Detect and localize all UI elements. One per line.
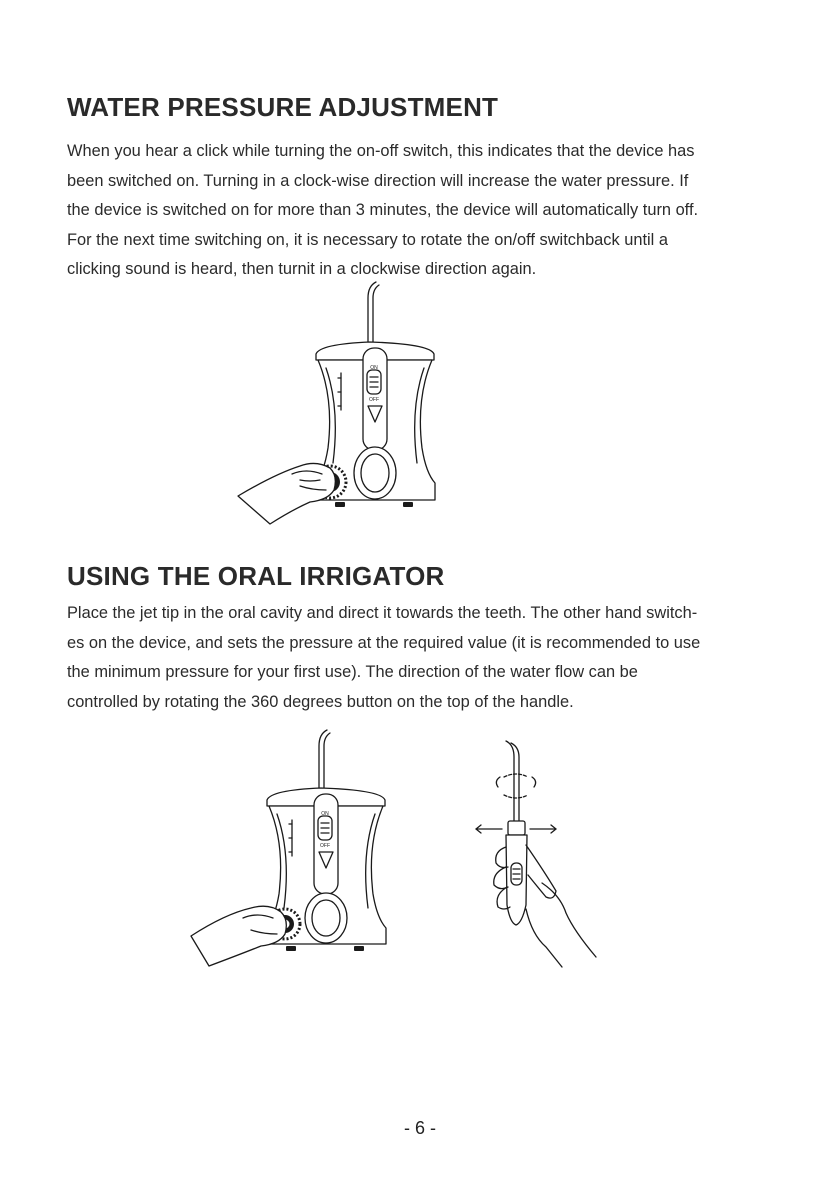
device-off-label: OFF [320, 843, 330, 849]
jet-tip-icon [368, 282, 379, 348]
device-off-label: OFF [369, 397, 379, 403]
hand-icon [191, 906, 286, 966]
rotation-indicator-icon [496, 774, 535, 798]
paragraph-line: clicking sound is heard, then turnit in a clockwise direction again. [67, 260, 537, 278]
using-irrigator-paragraph [67, 599, 767, 717]
device-usage-illustration [185, 728, 415, 968]
paragraph-line: es on the device, and sets the pressure at the required value (it is recommended to use [67, 633, 701, 652]
device-on-label: ON [370, 365, 378, 371]
hand-icon [238, 463, 335, 524]
handle-icon [506, 821, 527, 925]
paragraph-line: When you hear a click while turning the on-off switch, this indicates that the device has [67, 142, 695, 160]
device-on-label: ON [321, 811, 329, 817]
dial-adjustment-illustration [230, 278, 460, 528]
water-pressure-paragraph [67, 137, 767, 285]
handle-rotation-illustration [470, 735, 610, 970]
paragraph-line: For the next time switching on, it is necessary to rotate the on/off switchback until a [67, 230, 668, 249]
paragraph-line: the minimum pressure for your first use). The direction of the water flow can be [67, 663, 638, 681]
paragraph-line: Place the jet tip in the oral cavity and direct it towards the teeth. The other hand switch- [67, 604, 698, 622]
paragraph-line: been switched on. Turning in a clock-wise direction will increase the water pressure. If [67, 171, 689, 190]
paragraph-line: controlled by rotating the 360 degrees button on the top of the handle. [67, 692, 574, 711]
section-heading-water-pressure: WATER PRESSURE ADJUSTMENT [67, 92, 499, 122]
page-number: - 6 - [403, 1118, 436, 1138]
jet-tip-icon [506, 741, 519, 825]
section-heading-using-irrigator: USING THE ORAL IRRIGATOR [67, 561, 445, 591]
paragraph-line: the device is switched on for more than 3 minutes, the device will automatically turn off. [67, 201, 699, 219]
jet-tip-icon [319, 730, 330, 796]
